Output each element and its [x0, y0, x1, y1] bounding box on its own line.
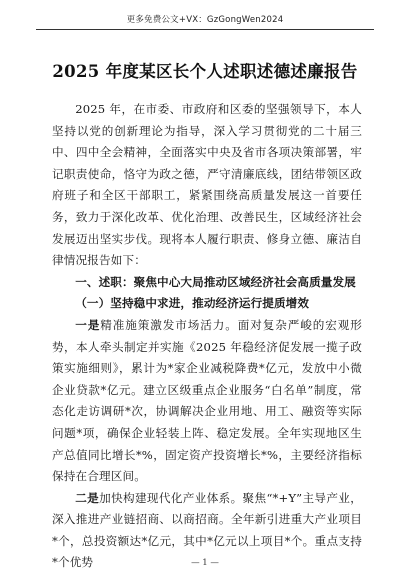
paragraph-lead: 二是: [75, 490, 100, 505]
header-divider: [36, 29, 374, 30]
document-title: 2025 年度某区长个人述职述德述廉报告: [52, 62, 358, 81]
section-heading: 一、述职：聚焦中心大局推动区域经济社会高质量发展: [75, 274, 356, 289]
page-number: — 1 —: [191, 558, 219, 568]
intro-paragraph: 2025 年，在市委、市政府和区委的坚强领导下，本人坚持以党的创新理论为指导，深入学习贯彻党的二十届三中、四中全会精神，全面落实中央及省市各项决策部署，牢记职责使命，恪守为政之德，严守清廉底线，团结带领区政府班子和全区干部职工，紧紧围绕高质量发展这一首要任务，致力于深化改革、优化治理、改善民生，区域经济社会发展迈出坚实步伐。现将本人履行职责、修身立德、廉洁自律情况报告如下：: [52, 102, 362, 268]
body-paragraph: [52, 315, 362, 488]
paragraph-lead: 一是: [75, 317, 101, 332]
paragraph-text: 加快构建现代化产业体系。聚焦“*+Y”主导产业，深入推进产业链招商、以商招商。全年新引进重大产业项目*个，总投资额达*亿元，其中*亿元以上项目*个。重点支持*个优势: [52, 490, 362, 570]
subsection-heading: （一）坚持稳中求进，推动经济运行提质增效: [75, 296, 310, 311]
paragraph-text: 精准施策激发市场活力。面对复杂严峻的宏观形势，本人牵头制定并实施《2025 年稳经济促发展一揽子政策实施细则》，累计为*家企业减税降费*亿元，发放中小微企业贷款*亿元。建立区级重点企业服务“白名单”制度，常态化走访调研*次，协调解决企业用地、用工、融资等实际问题*项，确保企业轻装上阵、稳定发展。全年实现地区生产总值同比增长*%，固定资产投资增长*%，主要经济指标保持在合理区间。: [52, 317, 362, 484]
header-note: 更多免费公文+VX：GzGongWen2024: [126, 15, 284, 25]
document-body: [52, 99, 362, 574]
